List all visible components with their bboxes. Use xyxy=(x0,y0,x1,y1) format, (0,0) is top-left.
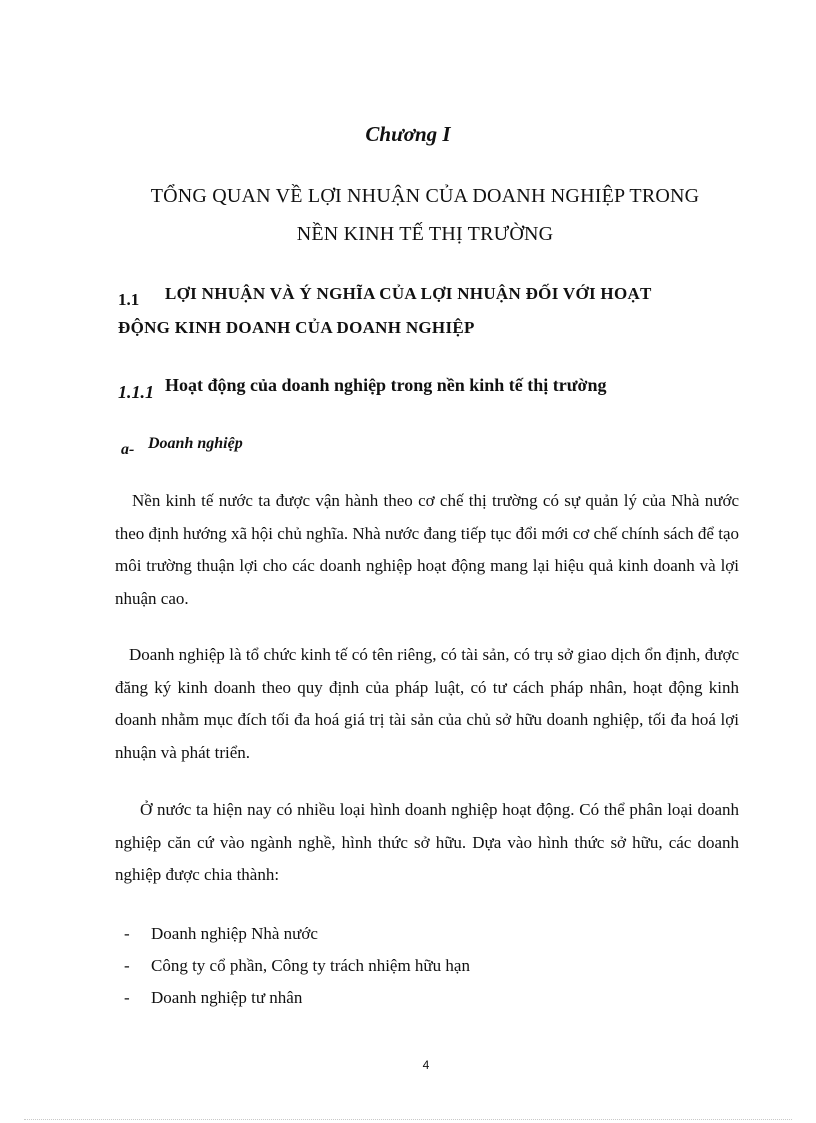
body-paragraph: Ở nước ta hiện nay có nhiều loại hình doanh nghiệp hoạt động. Có thể phân loại doanh nghiệp căn cứ vào ngành nghề, hình thức sở hữu. Dựa vào hình thức sở hữu, các doanh nghiệp được chia thành: xyxy=(115,800,739,884)
section-heading-line-1: LỢI NHUẬN VÀ Ý NGHĨA CỦA LỢI NHUẬN ĐỐI VỚI HOẠT xyxy=(165,284,652,303)
page-number: 4 xyxy=(422,1058,430,1072)
subsection-heading: Hoạt động của doanh nghiệp trong nền kinh tế thị trường xyxy=(165,375,607,395)
page-bottom-divider xyxy=(24,1119,792,1120)
list-item xyxy=(124,950,470,982)
list-item xyxy=(124,918,470,950)
list-bullet: - xyxy=(124,924,130,943)
list-item-text: Công ty cổ phần, Công ty trách nhiệm hữu hạn xyxy=(151,956,470,975)
item-heading: Doanh nghiệp xyxy=(148,435,243,452)
body-paragraph: Doanh nghiệp là tổ chức kinh tế có tên riêng, có tài sản, có trụ sở giao dịch ổn định, được đăng ký kinh doanh theo quy định của pháp luật, có tư cách pháp nhân, hoạt động kinh doanh nhằm mục đích tối đa hoá giá trị tài sản của chủ sở hữu doanh nghiệp, tối đa hoá lợi nhuận và phát triển. xyxy=(115,645,739,762)
section-number: 1.1 xyxy=(118,290,140,309)
chapter-title-line-1: TỔNG QUAN VỀ LỢI NHUẬN CỦA DOANH NGHIỆP TRONG xyxy=(150,185,700,207)
list-bullet: - xyxy=(124,988,130,1007)
chapter-heading: Chương I xyxy=(365,122,451,146)
chapter-title-line-2: NỀN KINH TẾ THỊ TRƯỜNG xyxy=(296,223,554,245)
list-item-text: Doanh nghiệp Nhà nước xyxy=(151,924,318,943)
section-heading-line-2: ĐỘNG KINH DOANH CỦA DOANH NGHIỆP xyxy=(118,318,475,337)
list-bullet: - xyxy=(124,956,130,975)
subsection-number: 1.1.1 xyxy=(118,382,154,402)
ownership-type-list xyxy=(124,918,470,1014)
body-paragraph: Nền kinh tế nước ta được vận hành theo cơ chế thị trường có sự quản lý của Nhà nước theo định hướng xã hội chủ nghĩa. Nhà nước đang tiếp tục đổi mới cơ chế chính sách để tạo môi trường thuận lợi cho các doanh nghiệp hoạt động mang lại hiệu quả kinh doanh và lợi nhuận cao. xyxy=(115,491,739,608)
item-marker: a- xyxy=(121,441,135,458)
list-item-text: Doanh nghiệp tư nhân xyxy=(151,988,303,1007)
list-item xyxy=(124,982,470,1014)
